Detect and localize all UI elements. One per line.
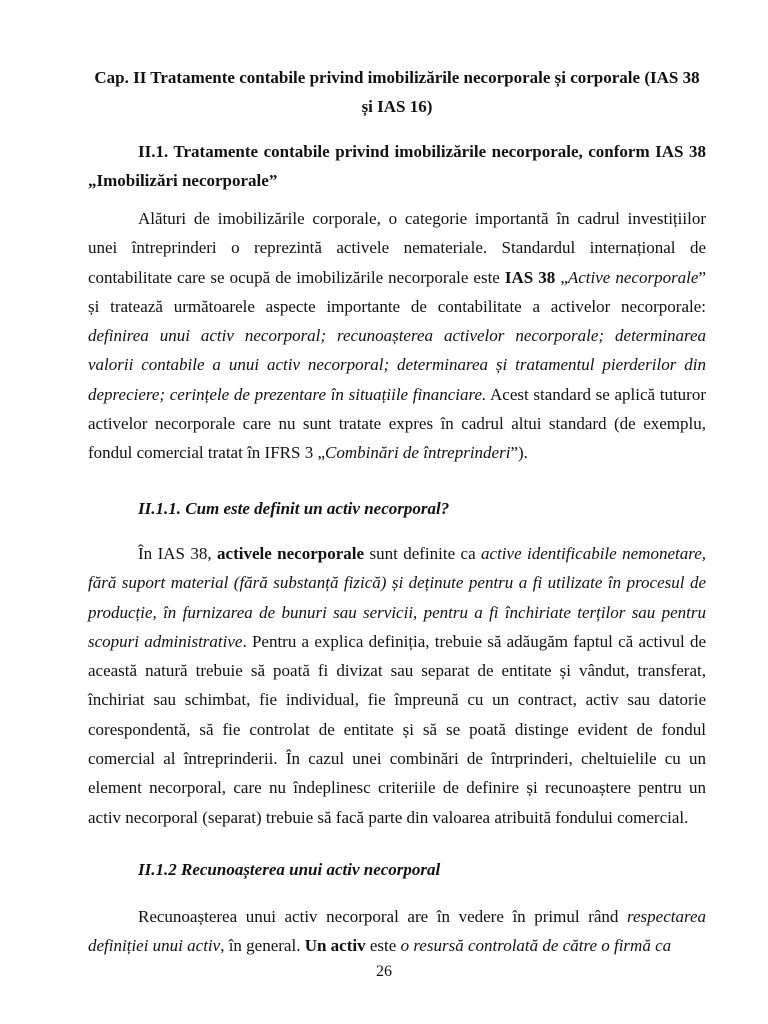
close-quote: ”).	[510, 443, 528, 463]
section-title: II.1. Tratamente contabile privind imobilizările necorporale, conform IAS 38 „Imobilizări necorporale”	[88, 142, 706, 190]
aspects-list-italic: definirea unui activ necorporal; recunoașterea activelor necorporale; determinarea valorii contabile a unui activ necorporal; determinarea și tratamentul pierderilor din depreciere; cerințele de prezentare în situațiile financiare.	[88, 326, 706, 404]
standard-title-italic: Active necorporale	[567, 267, 699, 287]
asset-definition-italic: o resursă controlată de către o firmă ca	[400, 936, 672, 956]
paragraph-recognition-text-3: este	[365, 936, 401, 956]
paragraph-recognition-text-2: , în general.	[220, 936, 305, 956]
ifrs-title-italic: Combinări de întreprinderi	[325, 443, 511, 463]
definition-italic: active identificabile nemonetare, fără suport material (fără substanță fizică) și deținute pentru a fi utilizate în procesul de producție, în furnizarea de bunuri sau servicii, pentru a fi închiriate terților sau pentru scopuri administrative	[88, 544, 706, 651]
recognition-italic: respectarea definiției unui activ	[88, 907, 706, 956]
chapter-title: Cap. II Tratamente contabile privind imobilizările necorporale și corporale (IAS 38 și IAS 16)	[94, 68, 700, 116]
subsection-recognition-title: II.1.2 Recunoașterea unui activ necorporal	[138, 860, 441, 879]
standard-name-bold: IAS 38	[504, 267, 556, 287]
paragraph-intro	[88, 204, 706, 468]
open-quote: „	[555, 267, 568, 287]
paragraph-intro-text: Alături de imobilizările corporale, o categorie importantă în cadrul investițiilor unei întreprinderi o reprezintă activele nemateriale. Standardul internațional de contabilitate care se ocupă de imobilizările necorporale este	[88, 209, 706, 287]
page-number: 26	[376, 963, 392, 980]
paragraph-intro-text-3: Acest standard se aplică tuturor activelor necorporale care nu sunt tratate expres în cadrul altui standard (de exemplu, fondul comercial tratat în IFRS 3 „	[88, 384, 706, 463]
paragraph-recognition-text: Recunoașterea unui activ necorporal are în vedere în primul rând	[138, 907, 627, 926]
paragraph-intro-text-2: ” și tratează următoarele aspecte importante de contabilitate a activelor necorporale:	[88, 267, 706, 316]
paragraph-definition	[88, 539, 706, 832]
term-bold: activele necorporale	[217, 544, 365, 563]
subsection-definition-title: II.1.1. Cum este definit un activ necorporal?	[138, 499, 450, 518]
paragraph-recognition	[88, 902, 706, 961]
paragraph-definition-text-3: . Pentru a explica definiția, trebuie să adăugăm faptul că activul de această natură trebuie să poată fi divizat sau separat de entitate și vândut, transferat, închiriat sau schimbat, fie individual, fie împreună cu un contract, activ sau datorie corespondentă, să fie controlat de entitate și să se poată distinge evident de fondul comercial al întreprinderii. În cazul unei combinări de întrprinderi, cheltuielile cu un element necorporal, care nu îndeplinesc criteriile de definire și recunoaștere pentru un activ necorporal (separat) trebuie să facă parte din valoarea atribuită fondului comercial.	[88, 631, 706, 827]
asset-term-bold: Un activ	[304, 936, 366, 956]
paragraph-definition-text: În IAS 38,	[138, 544, 218, 563]
paragraph-definition-text-2: sunt definite ca	[364, 544, 482, 563]
